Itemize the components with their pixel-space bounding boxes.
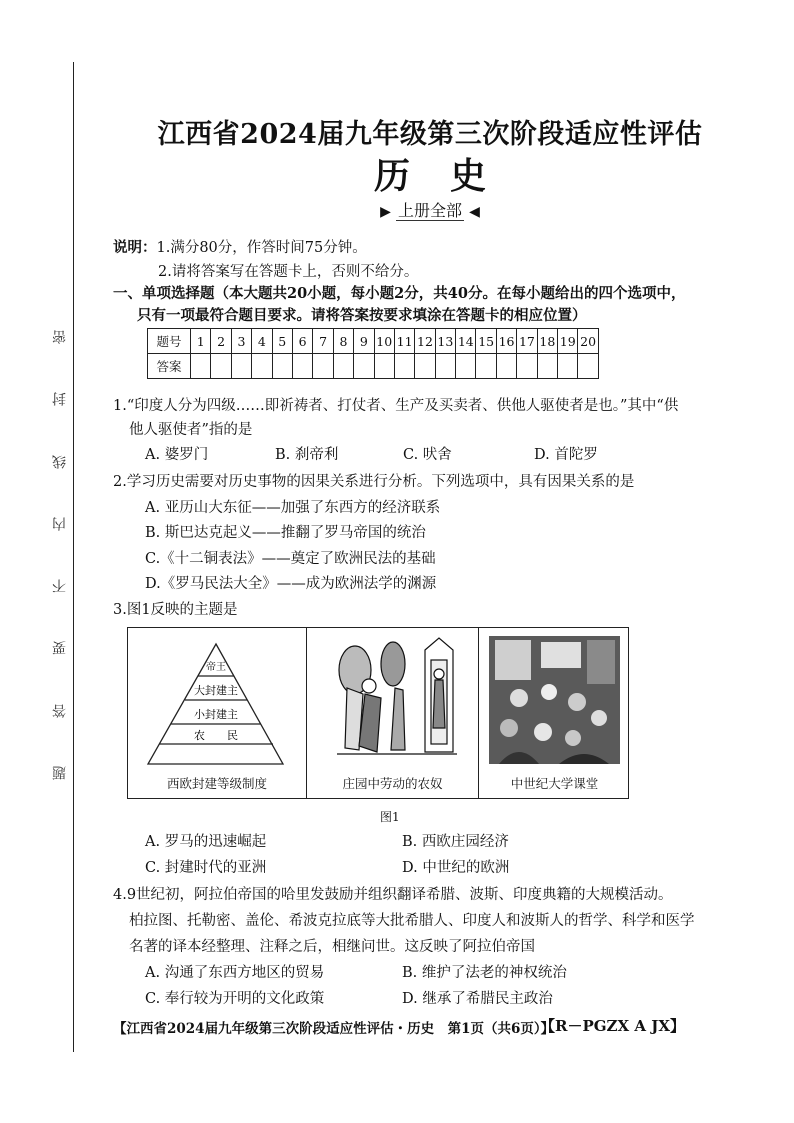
figure-1 <box>127 627 629 799</box>
instructions-label: 说明： <box>113 239 157 256</box>
margin-char: 答 <box>52 703 68 718</box>
margin-char: 要 <box>52 641 68 656</box>
answer-cell <box>517 354 537 379</box>
exam-title: 江西省2024届九年级第三次阶段适应性评估 <box>157 119 703 150</box>
answer-cell <box>354 354 374 379</box>
table-cell: 15 <box>476 329 496 354</box>
table-cell: 7 <box>313 329 333 354</box>
answer-table-number-row <box>148 329 599 354</box>
table-cell: 19 <box>558 329 578 354</box>
answer-cell <box>191 354 211 379</box>
section-heading: 一、单项选择题（本大题共20小题，每小题2分，共40分。在每小题给出的四个选项中， <box>113 285 686 302</box>
instruction-item: 1.满分80分，作答时间75分钟。 <box>156 240 367 256</box>
margin-char: 题 <box>52 765 68 780</box>
scope-text: 上册全部 <box>397 201 462 220</box>
option-c: C. 奉行较为开明的文化政策 <box>145 991 325 1007</box>
figure-caption: 西欧封建等级制度 <box>166 776 267 791</box>
serf-panel <box>307 628 479 798</box>
answer-cell <box>292 354 312 379</box>
answer-table <box>147 328 599 379</box>
answer-cell <box>537 354 557 379</box>
option-b: B. 斯巴达克起义——推翻了罗马帝国的统治 <box>145 525 426 541</box>
table-cell: 17 <box>517 329 537 354</box>
table-cell: 1 <box>191 329 211 354</box>
option-a: A. 罗马的迅速崛起 <box>145 834 267 850</box>
option-c: C.《十二铜表法》——奠定了欧洲民法的基础 <box>145 551 436 567</box>
table-cell: 13 <box>435 329 455 354</box>
table-header: 答案 <box>148 354 191 379</box>
answer-cell <box>313 354 333 379</box>
table-header: 题号 <box>148 329 191 354</box>
table-cell: 8 <box>333 329 353 354</box>
pyramid-level-3: 小封建主 <box>194 708 238 721</box>
table-cell: 5 <box>272 329 292 354</box>
triangle-right-icon: ▶ <box>380 204 391 220</box>
answer-cell <box>496 354 516 379</box>
option-d: D.《罗马民法大全》——成为欧洲法学的渊源 <box>145 576 437 592</box>
option-b: B. 维护了法老的神权统治 <box>402 965 567 981</box>
pyramid-level-4: 农 民 <box>194 729 238 742</box>
answer-cell <box>456 354 476 379</box>
answer-cell <box>394 354 414 379</box>
answer-cell <box>415 354 435 379</box>
answer-cell <box>211 354 231 379</box>
question-3-stem: 3.图1反映的主题是 <box>113 602 238 618</box>
section-heading: 只有一项最符合题目要求。请将答案按要求填涂在答题卡的相应位置） <box>137 307 587 324</box>
table-cell: 12 <box>415 329 435 354</box>
margin-char: 封 <box>52 392 68 407</box>
answer-cell <box>558 354 578 379</box>
option-b: B. 西欧庄园经济 <box>402 834 509 850</box>
question-1-stem: 1.“印度人分为四级……即祈祷者、打仗者、生产及买卖者、供他人驱使者是也。”其中“供 <box>113 398 679 414</box>
table-cell: 10 <box>374 329 394 354</box>
pyramid-diagram <box>128 628 306 798</box>
pyramid-level-2: 大封建主 <box>194 684 238 697</box>
option-d: D. 首陀罗 <box>534 447 598 463</box>
question-4-stem: 名著的译本经整理、注释之后，相继问世。这反映了阿拉伯帝国 <box>129 939 535 955</box>
instruction-item: 2.请将答案写在答题卡上，否则不给分。 <box>158 264 419 280</box>
table-cell: 3 <box>231 329 251 354</box>
option-d: D. 中世纪的欧洲 <box>402 860 510 876</box>
scope-label <box>80 198 780 221</box>
answer-cell <box>374 354 394 379</box>
university-panel <box>479 628 630 798</box>
serf-illustration <box>307 628 478 798</box>
option-b: B. 刹帝利 <box>275 447 339 463</box>
answer-cell <box>272 354 292 379</box>
table-cell: 20 <box>578 329 598 354</box>
answer-cell <box>252 354 272 379</box>
page-footer: 【江西省2024届九年级第三次阶段适应性评估・历史 第1页（共6页）】 <box>113 1021 555 1037</box>
option-a: A. 婆罗门 <box>145 447 209 463</box>
answer-table-answer-row <box>148 354 599 379</box>
figure-caption: 中世纪大学课堂 <box>510 776 599 791</box>
binding-line <box>73 62 74 1052</box>
option-a: A. 亚历山大东征——加强了东西方的经济联系 <box>145 500 441 516</box>
subject-title: 历史 <box>373 155 526 197</box>
triangle-left-icon: ◀ <box>469 204 480 220</box>
answer-cell <box>578 354 598 379</box>
table-cell: 9 <box>354 329 374 354</box>
option-c: C. 封建时代的亚洲 <box>145 860 267 876</box>
figure-label: 图1 <box>380 810 400 824</box>
pyramid-panel <box>128 628 307 798</box>
table-cell: 14 <box>456 329 476 354</box>
option-c: C. 吠舍 <box>403 447 452 463</box>
instructions-line-1 <box>113 236 367 257</box>
question-4-stem: 柏拉图、托勒密、盖伦、希波克拉底等大批希腊人、印度人和波斯人的哲学、科学和医学 <box>129 913 695 929</box>
option-d: D. 继承了希腊民主政治 <box>402 991 553 1007</box>
table-cell: 11 <box>394 329 414 354</box>
question-4-stem: 4.9世纪初，阿拉伯帝国的哈里发鼓励并组织翻译希腊、波斯、印度典籍的大规模活动。 <box>113 887 673 903</box>
figure-caption: 庄园中劳动的农奴 <box>342 776 443 791</box>
answer-cell <box>435 354 455 379</box>
question-1-stem: 他人驱使者”指的是 <box>129 422 253 438</box>
pyramid-level-1: 帝王 <box>206 662 226 673</box>
margin-char: 不 <box>52 579 68 594</box>
answer-cell <box>476 354 496 379</box>
margin-char: 密 <box>52 330 68 344</box>
table-cell: 18 <box>537 329 557 354</box>
binding-margin-text <box>50 330 70 780</box>
answer-cell <box>333 354 353 379</box>
university-illustration <box>479 628 630 798</box>
margin-char: 线 <box>52 454 68 469</box>
table-cell: 16 <box>496 329 516 354</box>
question-2-stem: 2.学习历史需要对历史事物的因果关系进行分析。下列选项中，具有因果关系的是 <box>113 474 635 490</box>
option-a: A. 沟通了东西方地区的贸易 <box>145 965 325 981</box>
table-cell: 6 <box>292 329 312 354</box>
table-cell: 4 <box>252 329 272 354</box>
page-code: 【R－PGZX A JX】 <box>540 1017 685 1035</box>
table-cell: 2 <box>211 329 231 354</box>
margin-char: 内 <box>52 516 68 531</box>
answer-cell <box>231 354 251 379</box>
